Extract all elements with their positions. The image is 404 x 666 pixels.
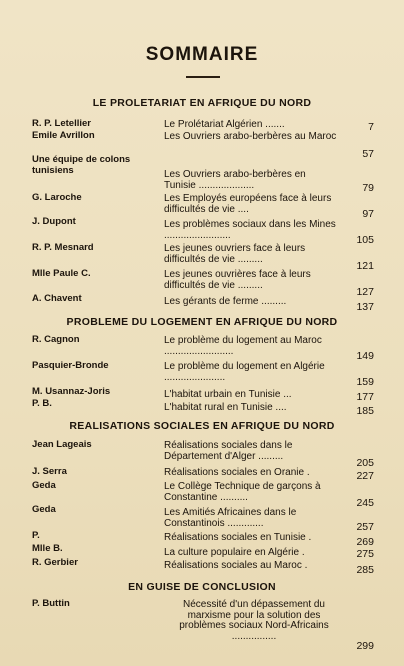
entry-author: G. Laroche [32,192,82,203]
entry-title: Le problème du logement au Maroc ......................... [164,335,322,357]
entry-page: 79 [362,182,374,194]
entry-title: Les Employés européens face à leurs difficultés de vie .... [164,193,332,215]
entry-author: Mlle B. [32,543,63,554]
entry-page: 7 [368,121,374,133]
entry-author: Mlle Paule C. [32,268,91,279]
entry-title: L'habitat urbain en Tunisie ... [164,389,292,400]
entry-page: 299 [356,640,374,652]
entry-title: La culture populaire en Algérie . [164,547,305,558]
entry-author: Une équipe de colons tunisiens [32,154,131,176]
entry-author: P. [32,530,40,541]
entry-title: Réalisations sociales en Oranie . [164,467,310,478]
entry-title: Les problèmes sociaux dans les Mines ........................ [164,219,336,241]
entry-page: 149 [356,350,374,362]
entry-page: 121 [356,260,374,272]
entry-author: R. Gerbier [32,557,78,568]
entry-author: J. Dupont [32,216,76,227]
entry-title: Le Prolétariat Algérien ....... [164,119,285,130]
entry-title: Les Ouvriers arabo-berbères au Maroc [164,131,337,142]
entry-author: P. B. [32,398,52,409]
entry-author: Geda [32,504,56,515]
section-heading: LE PROLETARIAT EN AFRIQUE DU NORD [92,97,312,109]
entry-title: Le Collège Technique de garçons à Constantine .......... [164,481,321,503]
entry-author: R. P. Letellier [32,118,91,129]
entry-page: 127 [356,286,374,298]
entry-author: R. Cagnon [32,334,80,345]
entry-title: Les gérants de ferme ......... [164,296,287,307]
entry-page: 97 [362,208,374,220]
entry-author: Pasquier-Bronde [32,360,109,371]
entry-page: 177 [356,391,374,403]
entry-page: 285 [356,564,374,576]
entry-title: Les jeunes ouvriers face à leurs difficultés de vie ......... [164,243,306,265]
entry-page: 269 [356,536,374,548]
entry-title: L'habitat rural en Tunisie .... [164,402,287,413]
entry-author: R. P. Mesnard [32,242,94,253]
entry-title: Le problème du logement en Algérie ...................... [164,361,325,383]
entry-title: Réalisations sociales en Tunisie . [164,532,312,543]
entry-page: 257 [356,521,374,533]
entry-page: 205 [356,457,374,469]
section-heading: EN GUISE DE CONCLUSION [128,581,276,593]
entry-author: P. Buttin [32,598,70,609]
entry-title: Nécessité d'un dépassement du marxisme pour la solution des problèmes sociaux Nord-Africains ................ [179,599,329,642]
entry-author: Jean Lageais [32,439,92,450]
entry-title: Les Ouvriers arabo-berbères en Tunisie .................... [164,169,306,191]
section-heading: PROBLEME DU LOGEMENT EN AFRIQUE DU NORD [66,316,338,328]
entry-title: Les Amitiés Africaines dans le Constantinois ............. [164,507,297,529]
entry-author: J. Serra [32,466,67,477]
entry-page: 159 [356,376,374,388]
title-rule [186,76,220,78]
entry-page: 245 [356,497,374,509]
page-title: SOMMAIRE [145,44,259,65]
section-heading: REALISATIONS SOCIALES EN AFRIQUE DU NORD [69,420,335,432]
entry-page: 227 [356,470,374,482]
entry-author: A. Chavent [32,293,82,304]
entry-title: Les jeunes ouvrières face à leurs difficultés de vie ......... [164,269,311,291]
entry-title: Réalisations sociales au Maroc . [164,560,308,571]
entry-page: 137 [356,301,374,313]
entry-page: 105 [356,234,374,246]
entry-page: 57 [362,148,374,160]
entry-author: Geda [32,480,56,491]
entry-author: M. Usannaz-Joris [32,386,111,397]
entry-title: Réalisations sociales dans le Département d'Alger ......... [164,440,293,462]
entry-page: 185 [356,405,374,417]
entry-author: Emile Avrillon [32,130,95,141]
entry-page: 275 [356,548,374,560]
